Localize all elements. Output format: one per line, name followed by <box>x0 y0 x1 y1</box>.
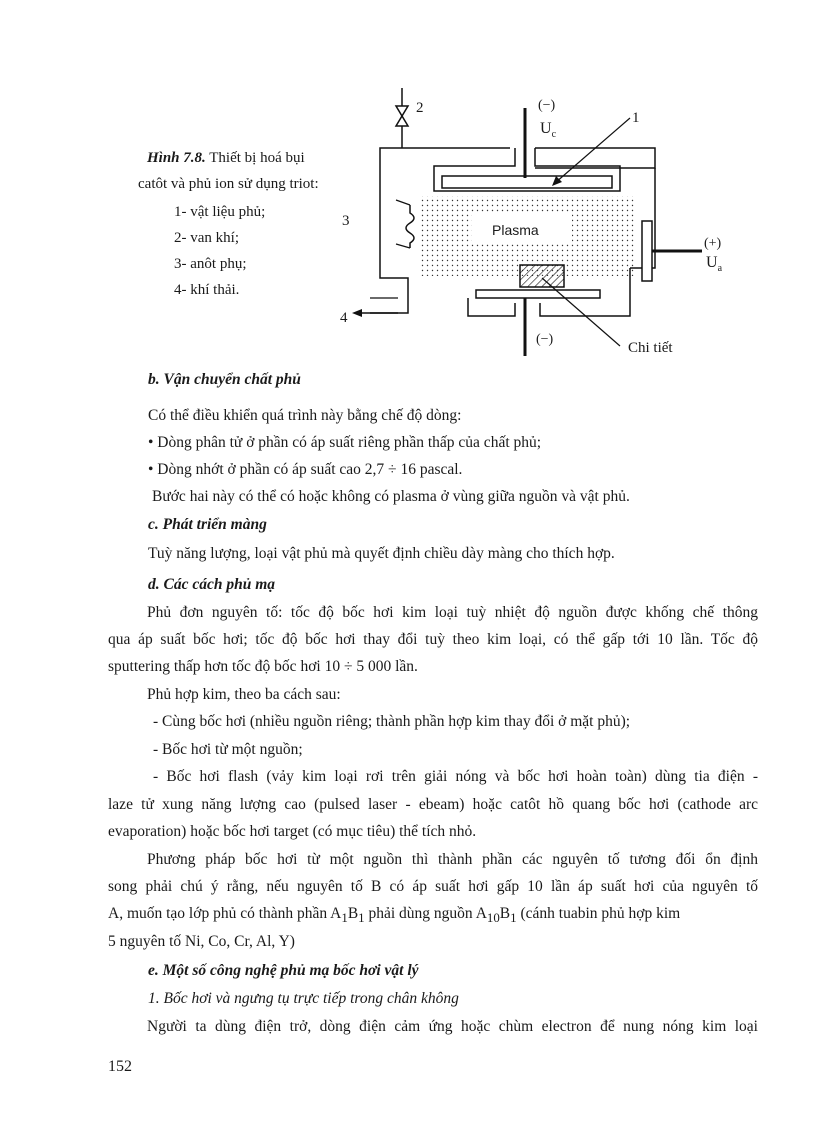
b-bullet-1: • Dòng phân tử ở phần có áp suất riêng phần thấp của chất phủ; <box>148 434 542 451</box>
label-ua <box>706 254 722 274</box>
e-text: Người ta dùng điện trở, dòng điện cảm ứng hoặc chùm electron để nung nóng kim loại <box>147 1018 758 1035</box>
formula-sub-4: 1 <box>510 910 517 926</box>
d-list-item-2: - Bốc hơi từ một nguồn; <box>153 741 303 758</box>
figure-caption-title-text: Thiết bị hoá bụi <box>205 150 305 166</box>
d-list-item-1: - Cùng bốc hơi (nhiều nguồn riêng; thành phần hợp kim thay đổi ở mặt phủ); <box>153 713 631 730</box>
b-bullet-2: • Dòng nhớt ở phần có áp suất cao 2,7 ÷ 16 pascal. <box>148 461 463 478</box>
label-4: 4 <box>340 310 348 326</box>
label-3: 3 <box>342 213 350 229</box>
d-para3-line3-text <box>108 905 680 926</box>
valve-icon-lower <box>396 116 408 126</box>
exhaust-arrow-icon <box>352 309 362 317</box>
figure-caption-line2: catôt và phủ ion sử dụng triot: <box>138 176 319 192</box>
formula-part-c: phải dùng nguồn A <box>364 905 487 922</box>
formula-sub-2: 1 <box>358 910 365 926</box>
figure-caption-title <box>147 145 305 171</box>
b-intro: Có thể điều khiển quá trình này bằng chế độ dòng: <box>148 407 462 424</box>
label-uc-sub: c <box>551 129 557 141</box>
anode-electrode <box>642 221 652 281</box>
e-subheading-1: 1. Bốc hơi và ngưng tụ trực tiếp trong chân không <box>148 990 459 1007</box>
label-1: 1 <box>632 110 640 126</box>
workpiece <box>520 265 564 287</box>
formula-sub-3: 10 <box>486 910 500 926</box>
d-para1-line2: qua áp suất bốc hơi; tốc độ bốc hơi thay đổi tuỳ theo kim loại, có thể gấp tới 10 lần. Tốc độ <box>108 631 758 648</box>
d-list-item-3-line3: evaporation) hoặc bốc hơi target (có mục tiêu) thể tích nhỏ. <box>108 823 477 840</box>
label-minus-top: (−) <box>538 98 556 113</box>
d-para3-line2: song phải chú ý rằng, nếu nguyên tố B có áp suất hơi gấp 10 lần áp suất hơi của nguyên tố <box>108 878 758 895</box>
d-list-item-3-line1: - Bốc hơi flash (vảy kim loại rơi trên giải nóng và bốc hơi hoàn toàn) dùng tia điện - <box>153 768 758 785</box>
page-number: 152 <box>108 1058 132 1075</box>
heading-e: e. Một số công nghệ phủ mạ bốc hơi vật lý <box>148 962 419 979</box>
label-minus-bottom: (−) <box>536 332 554 347</box>
formula-part-b: B <box>347 905 359 922</box>
formula-sub-1: 1 <box>341 910 348 926</box>
legend-item-3: 3- anôt phụ; <box>174 256 247 272</box>
label-2: 2 <box>416 100 424 116</box>
label-chi-tiet: Chi tiết <box>628 340 673 356</box>
substrate-holder <box>476 290 600 298</box>
d-para2: Phủ hợp kim, theo ba cách sau: <box>147 686 341 703</box>
valve-icon <box>396 106 408 116</box>
label-ua-main: U <box>706 254 718 271</box>
d-para1-line1: Phủ đơn nguyên tố: tốc độ bốc hơi kim loại tuỳ nhiệt độ nguồn được khống chế thông <box>147 604 758 621</box>
b-note: Bước hai này có thể có hoặc không có plasma ở vùng giữa nguồn và vật phủ. <box>152 488 630 505</box>
formula-part-d: B <box>499 905 511 922</box>
formula-part-e: (cánh tuabin phủ hợp kim <box>516 905 681 922</box>
label-plus: (+) <box>704 236 722 251</box>
label-uc <box>540 120 556 140</box>
d-para3-line4: 5 nguyên tố Ni, Co, Cr, Al, Y) <box>108 933 295 950</box>
label-plasma: Plasma <box>492 222 539 238</box>
legend-item-2: 2- van khí; <box>174 230 239 246</box>
legend-item-1: 1- vật liệu phủ; <box>174 204 266 220</box>
d-para1-line3: sputtering thấp hơn tốc độ bốc hơi 10 ÷ 5 000 lần. <box>108 658 418 675</box>
figure-caption-label: Hình 7.8. <box>147 150 206 166</box>
d-list-item-3-line2: laze tử xung năng lượng cao (pulsed laser - ebeam) hoặc catôt hồ quang bốc hơi (cathode arc <box>108 796 758 813</box>
coating-material-target <box>442 176 612 188</box>
formula-part-a: A, muốn tạo lớp phủ có thành phần A <box>108 905 342 922</box>
label-ua-sub: a <box>717 263 723 275</box>
heading-c: c. Phát triển màng <box>148 516 267 533</box>
legend-item-4: 4- khí thải. <box>174 282 240 298</box>
heading-b: b. Vận chuyển chất phủ <box>148 371 301 388</box>
d-para3-line3 <box>108 905 758 926</box>
heading-d: d. Các cách phủ mạ <box>148 576 276 593</box>
label-uc-main: U <box>540 120 552 137</box>
c-text: Tuỳ năng lượng, loại vật phủ mà quyết định chiều dày màng cho thích hợp. <box>148 545 615 562</box>
auxiliary-anode-coil <box>406 205 414 248</box>
d-para3-line1: Phương pháp bốc hơi từ một nguồn thì thành phần các nguyên tố tương đối ổn định <box>147 851 758 868</box>
